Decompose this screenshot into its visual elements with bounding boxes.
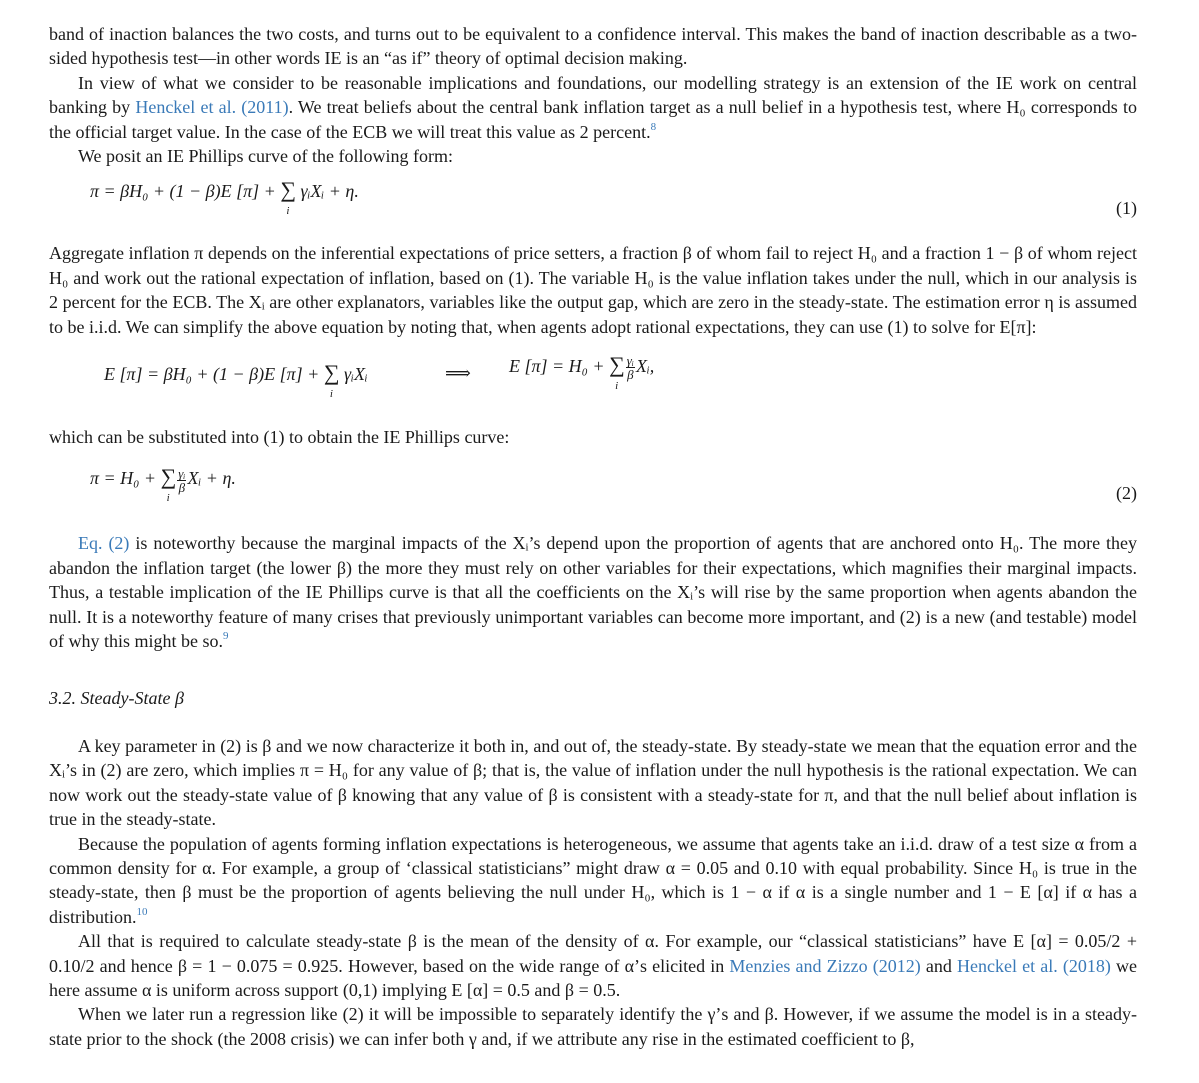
- citation-link-menzies-zizzo-2012[interactable]: Menzies and Zizzo (2012): [729, 955, 921, 976]
- sum-symbol: ∑ i: [280, 177, 296, 218]
- footnote-9-link[interactable]: 9: [223, 630, 229, 643]
- paragraph-6: Eq. (2) is noteworthy because the marginal impacts of the Xᵢ’s depend upon the proportion of agents that are anchored onto H₀. The more they abandon the inflation target (the lower β) the more they must rely on other variables for their expectations, which magnifies their marginal impacts. Thus, a testable implication of the IE Phillips curve is that all the coefficients on the Xᵢ’s will rise by the same proportion when agents abandon the null. It is a noteworthy feature of many crises that previously unimportant variables can become more important, and (2) is a new (and testable) model of why this might be so.$^9$: [49, 533, 1137, 652]
- article-page: [49, 22, 1137, 1051]
- equation-3: π = H₀ + ∑ i $\frac{\text{γᵢ}}{\beta}$ Xᵢ + η. (2): [90, 464, 1137, 505]
- equation-number-2: (2): [1116, 483, 1137, 504]
- paragraph-9: All that is required to calculate steady-state β is the mean of the density of α. For example, our “classical statisticians” have E [α] = 0.05/2 + 0.10/2 and hence β = 1 − 0.075 = 0.925. However, based on the wide range of α’s elicited in Menzies and Zizzo (2012) and Henckel et al. (2018) we here assume α is uniform across support (0,1) implying E [α] = 0.5 and β = 0.5.: [49, 931, 1137, 1000]
- citation-link-henckel-2018[interactable]: Henckel et al. (2018): [957, 955, 1111, 976]
- paragraph-7: A key parameter in (2) is β and we now characterize it both in, and out of, the steady-state. By steady-state we mean that the equation error and the Xᵢ’s in (2) are zero, which implies π = H₀ for any value of β; that is, the value of inflation under the null hypothesis is the rational expectation. We can now work out the steady-state value of β knowing that any value of β is consistent with a steady-state for π, and that the null belief about inflation is true in the steady-state.: [49, 735, 1137, 830]
- equation-1: π = βH₀ + (1 − β)E [π] + ∑ i γᵢXᵢ + η. (1): [49, 174, 1137, 238]
- footnote-10-link[interactable]: 10: [136, 905, 148, 918]
- footnote-8-link[interactable]: 8: [650, 120, 657, 133]
- eq-2-link[interactable]: Eq. (2): [78, 533, 130, 554]
- paragraph-1: band of inaction balances the two costs, and turns out to be equivalent to a confidence interval. This makes the band of inaction describable as a two-sided hypothesis test—in other words IE is an “as if” theory of optimal decision making.: [49, 24, 1137, 69]
- paragraph-10: When we later run a regression like (2) it will be impossible to separately identify the γ’s and β. However, if we assume the model is in a steady-state prior to the shock (the 2008 crisis) we can infer both γ and, if we attribute any rise in the estimated coefficient to β,: [49, 1004, 1137, 1049]
- paragraph-8: Because the population of agents forming inflation expectations is heterogeneous, we assume that agents take an i.i.d. draw of a test size α from a common density for α. For example, a group of ‘classical statisticians” might draw α = 0.05 and 0.10 with equal probability. Since H₀ is true in the steady-state, then β must be the proportion of agents believing the null under H₀, which is 1 − α if α is a single number and 1 − E [α] if α has a distribution.$^{10}$: [49, 833, 1137, 927]
- equation-number-1: (1): [1116, 198, 1137, 219]
- equation-2: E [π] = βH₀ + (1 − β)E [π] + ∑ i γᵢXᵢ ⟹ E [π] = H₀ + ∑ i $\frac{\text{γᵢ}}{\beta}$ Xᵢ,: [104, 352, 655, 401]
- section-heading-3-2: 3.2. Steady-State β: [49, 687, 184, 708]
- implies-arrow: ⟹: [445, 363, 471, 384]
- paragraph-5: which can be substituted into (1) to obtain the IE Phillips curve:: [49, 427, 510, 448]
- paragraph-4: Aggregate inflation π depends on the inferential expectations of price setters, a fraction β of whom fail to reject H₀ and a fraction 1 − β of whom reject H₀ and work out the rational expectation of inflation, based on (1). The variable H₀ is the value inflation takes under the null, which in our analysis is 2 percent for the ECB. The Xᵢ are other explanators, variables like the output gap, which are zero in the steady-state. The estimation error η is assumed to be i.i.d. We can simplify the above equation by noting that, when agents adopt rational expectations, they can use (1) to solve for E[π]:: [49, 243, 1137, 337]
- paragraph-2: In view of what we consider to be reasonable implications and foundations, our modelling strategy is an extension of the IE work on central banking by Henckel et al. (2011). We treat beliefs about the central bank inflation target as a null belief in a hypothesis test, where H₀ corresponds to the official target value. In the case of the ECB we will treat this value as 2 percent.$^8$: [49, 72, 1137, 142]
- citation-link-henckel-2011[interactable]: Henckel et al. (2011): [135, 97, 289, 118]
- paragraph-3: We posit an IE Phillips curve of the following form:: [78, 146, 453, 167]
